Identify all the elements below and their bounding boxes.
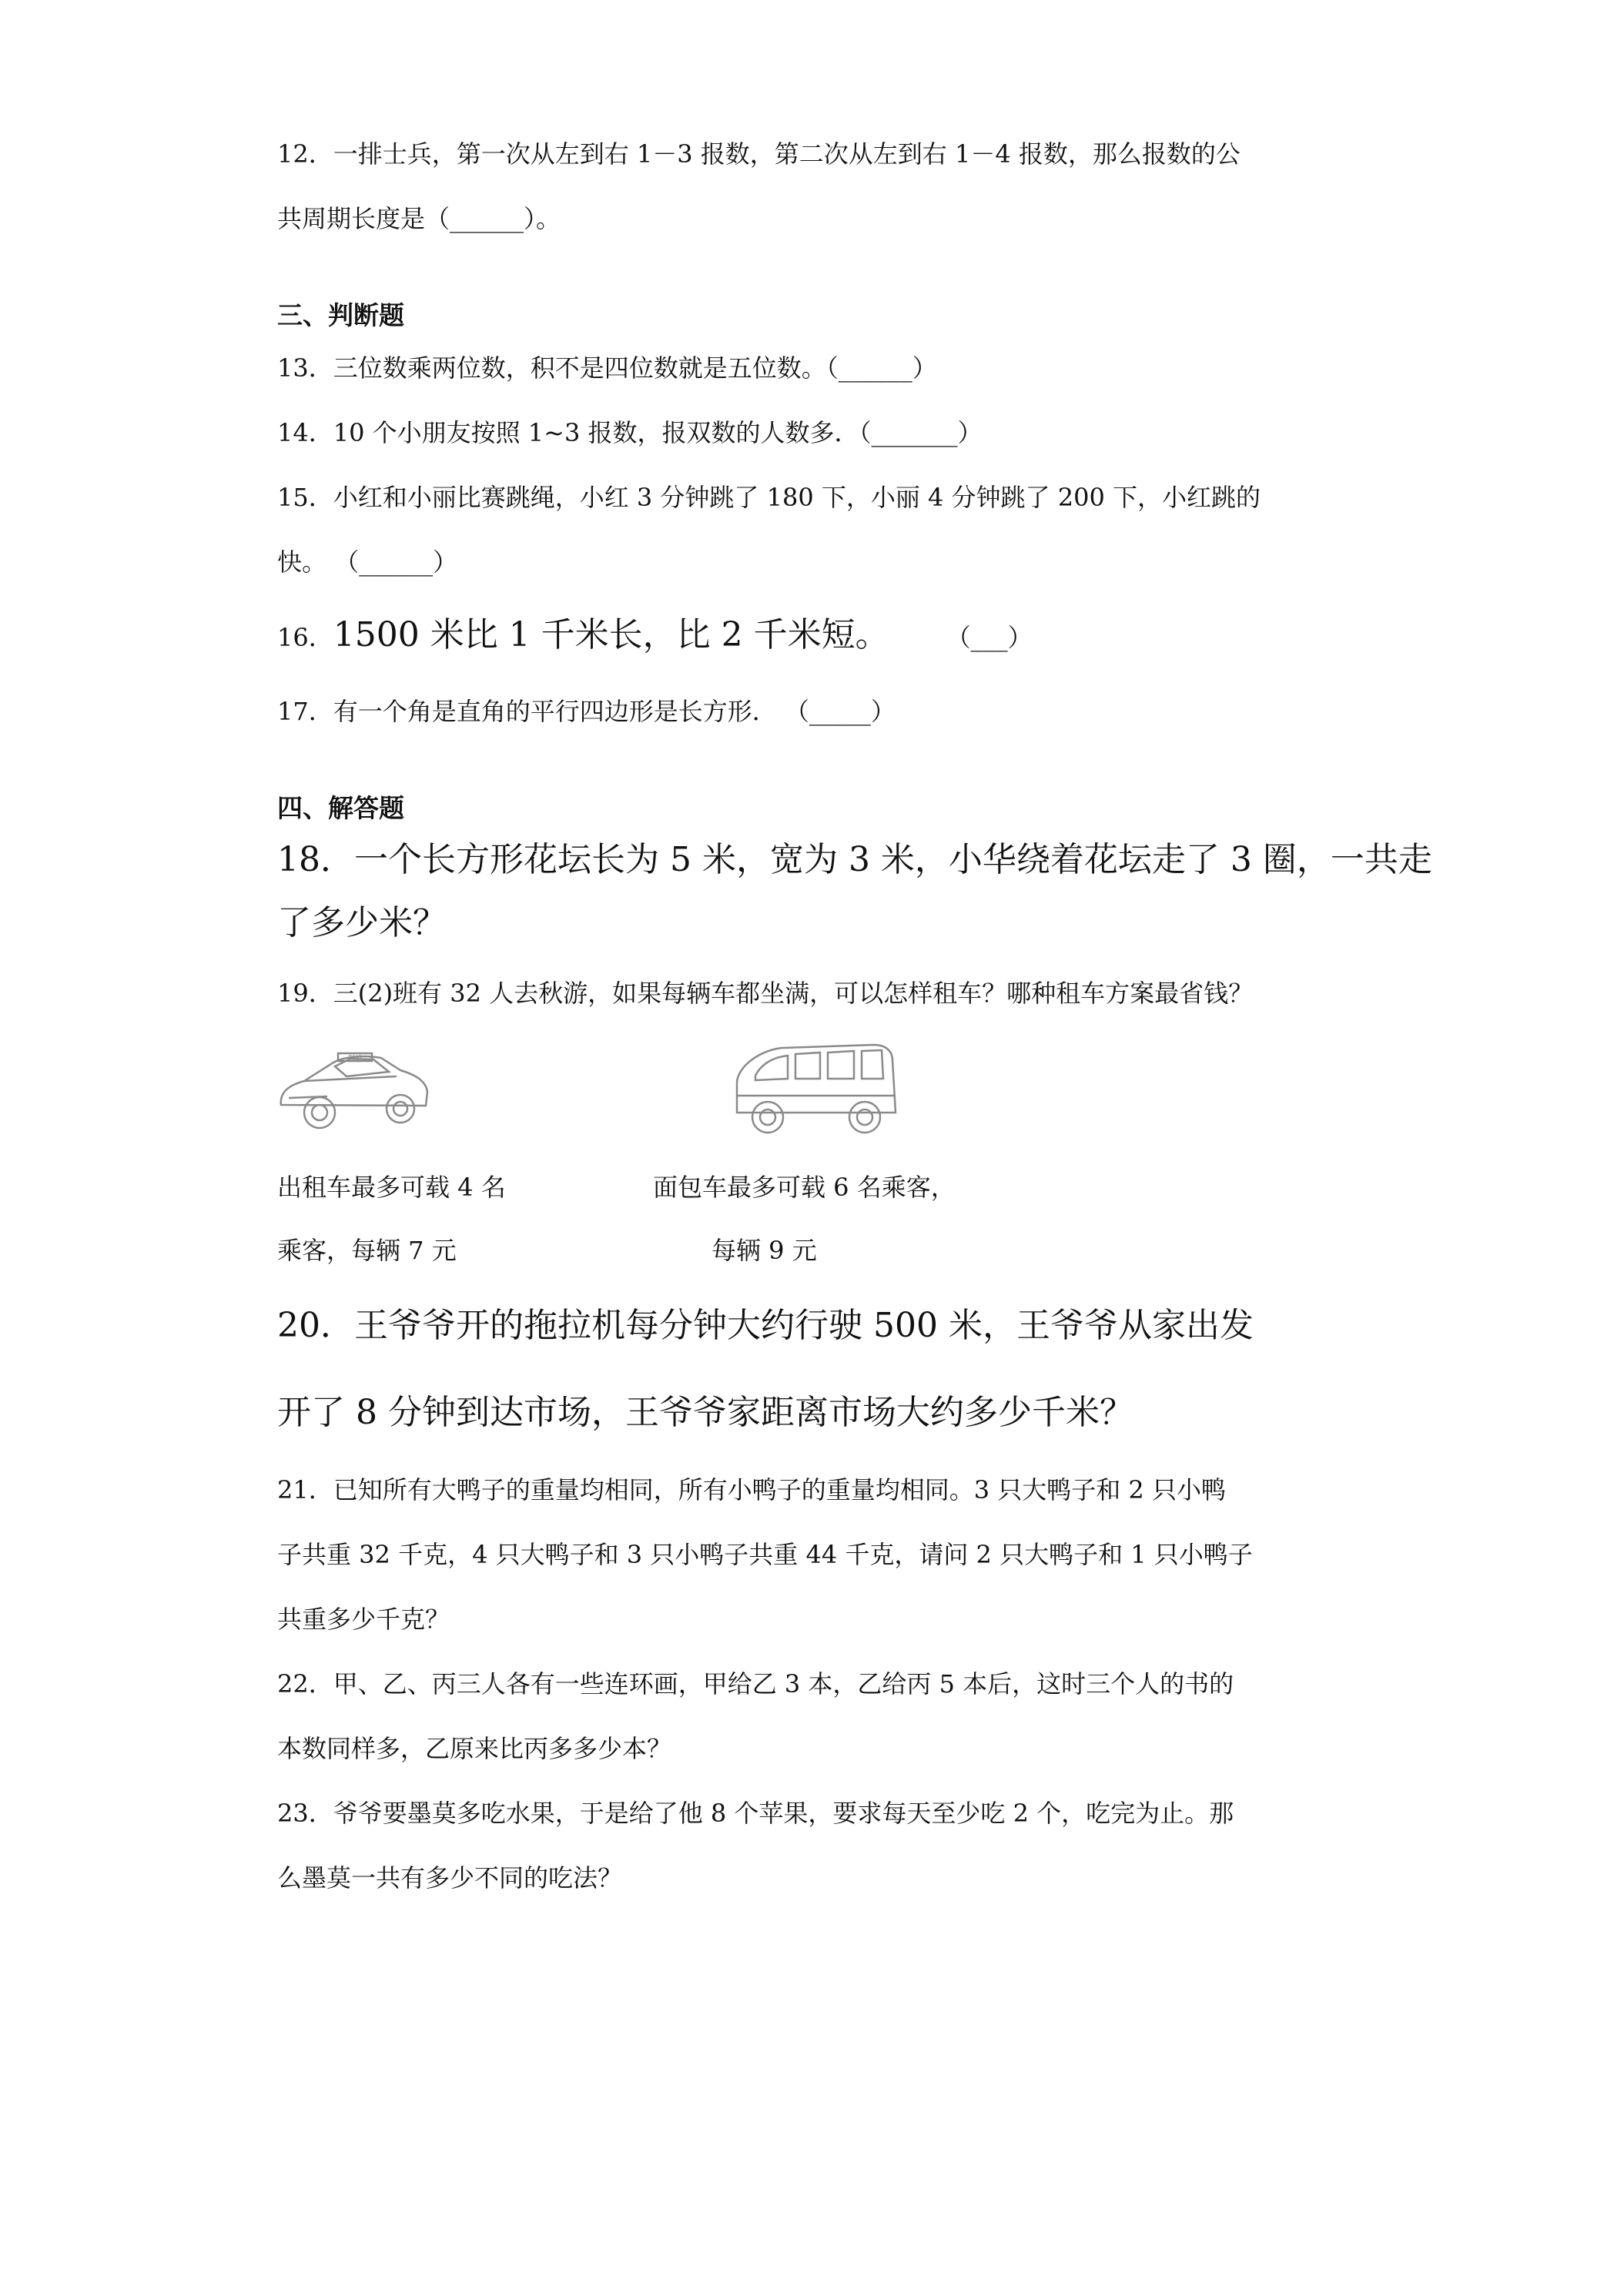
- section-heading-solution: 四、解答题: [277, 793, 404, 823]
- question-22-line-2: 本数同样多，乙原来比丙多多少本？: [277, 1734, 672, 1763]
- question-22-line-1: 22．甲、乙、丙三人各有一些连环画，甲给乙 3 本，乙给丙 5 本后，这时三个人的书的: [277, 1669, 1234, 1699]
- question-23-line-1: 23．爷爷要墨莫多吃水果，于是给了他 8 个苹果，要求每天至少吃 2 个，吃完为止。那: [277, 1799, 1234, 1828]
- question-20-line-1: 20．王爷爷开的拖拉机每分钟大约行驶 500 米，王爷爷从家出发: [277, 1306, 1254, 1345]
- section-heading-judgment: 三、判断题: [277, 300, 404, 330]
- van-icon: [728, 1036, 905, 1140]
- taxi-caption-line-1: 出租车最多可载 4 名: [277, 1173, 506, 1202]
- question-20-line-2: 开了 8 分钟到达市场，王爷爷家距离市场大约多少千米？: [277, 1393, 1133, 1432]
- taxi-sign: TAXI: [348, 1054, 362, 1061]
- van-caption-line-1: 面包车最多可载 6 名乘客，: [653, 1173, 956, 1202]
- question-18-line-1: 18．一个长方形花坛长为 5 米，宽为 3 米，小华绕着花坛走了 3 圈，一共走: [277, 840, 1432, 879]
- question-17: 17．有一个角是直角的平行四边形是长方形． （_____）: [277, 697, 896, 726]
- question-15-line-1: 15．小红和小丽比赛跳绳，小红 3 分钟跳了 180 下，小丽 4 分钟跳了 200 下，小红跳的: [277, 483, 1261, 512]
- question-21-line-3: 共重多少千克？: [277, 1605, 450, 1634]
- question-18-line-2: 了多少米？: [277, 903, 447, 942]
- question-23-line-2: 么墨莫一共有多少不同的吃法？: [277, 1863, 623, 1893]
- question-21-line-2: 子共重 32 千克，4 只大鸭子和 3 只小鸭子共重 44 千克，请问 2 只大鸭子和 1 只小鸭子: [277, 1540, 1253, 1569]
- question-21-line-1: 21．已知所有大鸭子的重量均相同，所有小鸭子的重量均相同。3 只大鸭子和 2 只小鸭: [277, 1475, 1226, 1504]
- question-19-line-1: 19．三(2)班有 32 人去秋游，如果每辆车都坐满，可以怎样租车？哪种租车方案最省钱？: [277, 979, 1254, 1008]
- question-16-blank: （___）: [958, 623, 1033, 652]
- question-12-line-2: 共周期长度是（______）。: [277, 204, 561, 233]
- question-15-line-2: 快。 （______）: [277, 547, 458, 577]
- question-16-text: 1500 米比 1 千米长，比 2 千米短。: [333, 615, 889, 654]
- question-13: 13．三位数乘两位数，积不是四位数就是五位数。（______）: [277, 353, 937, 383]
- question-14: 14．10 个小朋友按照 1~3 报数，报双数的人数多．（_______）: [277, 418, 983, 447]
- taxi-icon: [273, 1032, 435, 1140]
- question-12-line-1: 12．一排士兵，第一次从左到右 1－3 报数，第二次从左到右 1－4 报数，那么报数的公: [277, 139, 1241, 169]
- van-caption-line-2: 每辆 9 元: [712, 1236, 817, 1265]
- question-16: [277, 615, 1033, 654]
- question-16-number: 16．: [277, 623, 333, 652]
- taxi-caption-line-2: 乘客，每辆 7 元: [277, 1236, 457, 1265]
